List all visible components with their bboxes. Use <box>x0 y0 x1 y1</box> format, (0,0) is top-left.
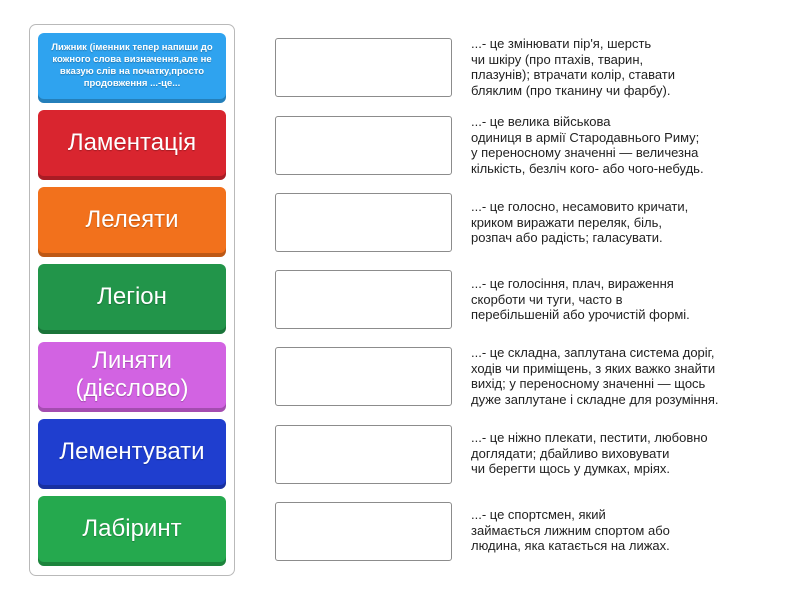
word-card-0[interactable] <box>38 33 226 103</box>
word-card-5[interactable] <box>38 419 226 489</box>
word-card-1[interactable] <box>38 110 226 180</box>
word-card-label: Лижник (іменник тепер напиши до кожного слова визначення,але не вказую слів на початку,просто продовження ...-це... <box>51 42 213 89</box>
definition-1: ...- це велика військова одиниця в армії Стародавнього Риму; у переносному значенні — величезна кількість, безліч кого- або чого-небудь. <box>471 114 704 176</box>
drop-slot-2[interactable] <box>275 193 452 252</box>
word-card-3[interactable] <box>38 264 226 334</box>
word-card-label: Лабіринт <box>82 515 182 542</box>
word-card-label: Ламентація <box>67 129 197 156</box>
drop-slot-5[interactable] <box>275 425 452 484</box>
drop-slot-4[interactable] <box>275 347 452 406</box>
definition-6: ...- це спортсмен, який займається лижним спортом або людина, яка катається на лижах. <box>471 507 670 553</box>
definition-4: ...- це складна, заплутана система доріг, ходів чи приміщень, з яких важко знайти вихід; у переносному значенні — щось дуже заплутане і складне для розуміння. <box>471 345 719 407</box>
definition-2: ...- це голосно, несамовито кричати, криком виражати переляк, біль, розпач або радість; галасувати. <box>471 199 689 245</box>
word-card-6[interactable] <box>38 496 226 566</box>
word-card-label: Линяти (дієслово) <box>75 347 189 402</box>
drop-slot-1[interactable] <box>275 116 452 175</box>
definition-5: ...- це ніжно плекати, пестити, любовно доглядати; дбайливо виховувати чи берегти щось у думках, мріях. <box>471 430 708 476</box>
definition-3: ...- це голосіння, плач, вираження скорботи чи туги, часто в перебільшеній або урочистій формі. <box>471 276 690 322</box>
drop-slot-0[interactable] <box>275 38 452 97</box>
drop-slot-6[interactable] <box>275 502 452 561</box>
drop-slot-3[interactable] <box>275 270 452 329</box>
word-card-label: Лелеяти <box>85 206 179 233</box>
word-card-4[interactable] <box>38 342 226 412</box>
definition-0: ...- це змінювати пір'я, шерсть чи шкіру (про птахів, тварин, плазунів); втрачати колір, ставати бляклим (про тканину чи фарбу). <box>471 36 676 98</box>
word-card-label: Легіон <box>97 283 167 310</box>
word-card-label: Лементувати <box>59 438 205 465</box>
word-card-2[interactable] <box>38 187 226 257</box>
